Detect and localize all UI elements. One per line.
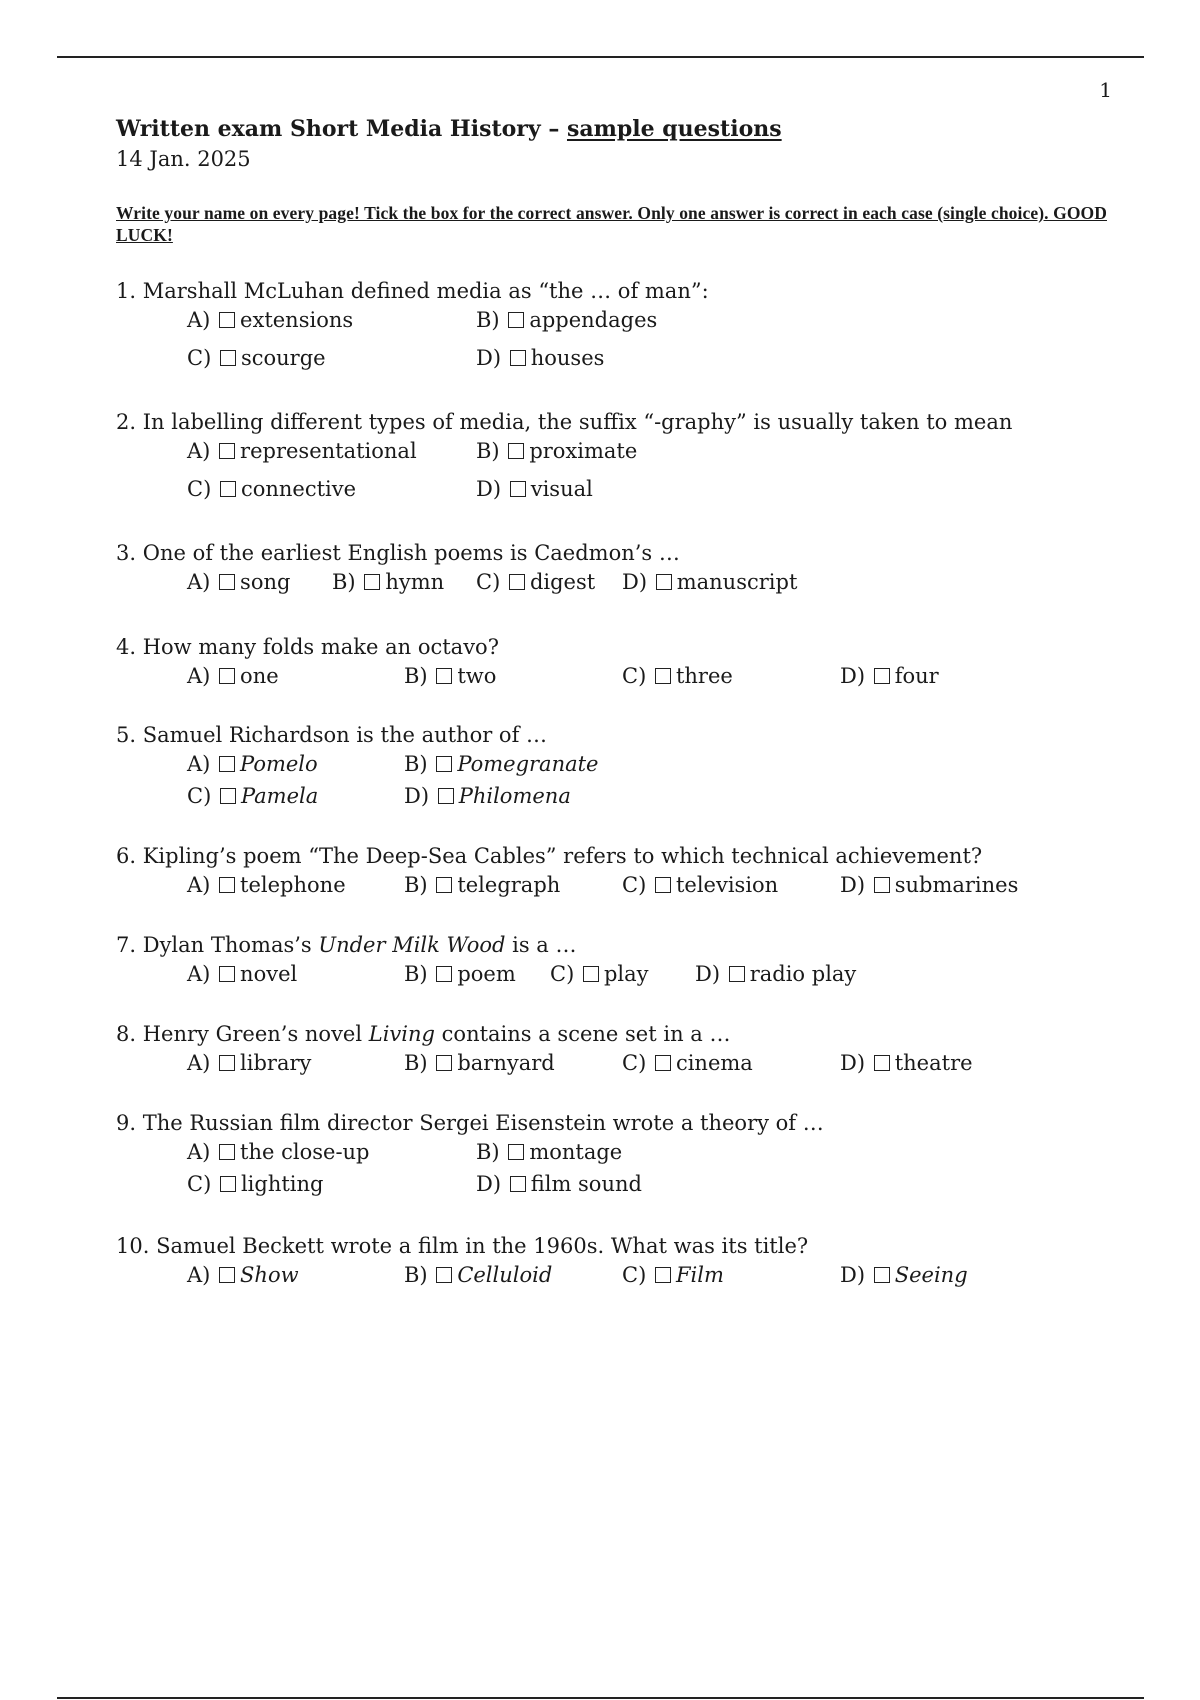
checkbox[interactable] [219, 1144, 235, 1160]
checkbox[interactable] [436, 877, 452, 893]
checkbox[interactable] [583, 966, 599, 982]
question-8 [116, 1021, 1136, 1079]
option-a[interactable]: A) telephone [187, 873, 346, 897]
checkbox[interactable] [219, 574, 235, 590]
checkbox[interactable] [655, 1055, 671, 1071]
question-text: 9. The Russian film director Sergei Eisenstein wrote a theory of … [116, 1111, 824, 1135]
option-c[interactable]: C) digest [476, 570, 596, 594]
title-prefix: Written exam Short Media History – [116, 116, 567, 142]
option-b[interactable]: B) montage [476, 1140, 623, 1164]
checkbox[interactable] [436, 1267, 452, 1283]
checkbox[interactable] [219, 443, 235, 459]
checkbox[interactable] [510, 350, 526, 366]
option-a[interactable]: A) one [187, 664, 279, 688]
checkbox[interactable] [729, 966, 745, 982]
option-c[interactable]: C) lighting [187, 1172, 324, 1196]
option-b[interactable]: B) hymn [332, 570, 445, 594]
checkbox[interactable] [508, 1144, 524, 1160]
option-b[interactable]: B) proximate [476, 439, 638, 463]
instructions: Write your name on every page! Tick the box for the correct answer. Only one answer is correct in each case (single choice). GOOD LUCK! [116, 203, 1107, 245]
checkbox[interactable] [219, 1267, 235, 1283]
checkbox[interactable] [220, 1176, 236, 1192]
checkbox[interactable] [436, 1055, 452, 1071]
option-a[interactable]: A) extensions [187, 308, 354, 332]
option-d[interactable]: D) Philomena [404, 784, 571, 808]
checkbox[interactable] [219, 966, 235, 982]
exam-date: 14 Jan. 2025 [116, 147, 251, 171]
checkbox[interactable] [219, 668, 235, 684]
option-d[interactable]: D) submarines [840, 873, 1019, 897]
question-2 [116, 409, 1136, 505]
checkbox[interactable] [510, 1176, 526, 1192]
checkbox[interactable] [219, 877, 235, 893]
option-d[interactable]: D) film sound [476, 1172, 642, 1196]
option-a[interactable]: A) Pomelo [187, 752, 318, 776]
question-text: 3. One of the earliest English poems is Caedmon’s … [116, 541, 680, 565]
option-d[interactable]: D) manuscript [622, 570, 798, 594]
top-rule [57, 56, 1144, 58]
checkbox[interactable] [219, 756, 235, 772]
option-c[interactable]: C) connective [187, 477, 357, 501]
checkbox[interactable] [220, 350, 236, 366]
page-number: 1 [1099, 78, 1112, 102]
question-1 [116, 278, 1136, 374]
checkbox[interactable] [655, 668, 671, 684]
option-c[interactable]: C) Film [622, 1263, 724, 1287]
checkbox[interactable] [874, 877, 890, 893]
title-underlined: sample questions [566, 116, 782, 142]
checkbox[interactable] [874, 1055, 890, 1071]
option-d[interactable]: D) Seeing [840, 1263, 968, 1287]
checkbox[interactable] [220, 481, 236, 497]
option-b[interactable]: B) two [404, 664, 497, 688]
question-6 [116, 843, 1136, 901]
checkbox[interactable] [219, 312, 235, 328]
checkbox[interactable] [436, 756, 452, 772]
option-a[interactable]: A) the close-up [187, 1140, 370, 1164]
checkbox[interactable] [438, 788, 454, 804]
question-3 [116, 540, 1136, 598]
option-b[interactable]: B) appendages [476, 308, 658, 332]
option-d[interactable]: D) houses [476, 346, 605, 370]
exam-header [116, 116, 782, 171]
option-c[interactable]: C) three [622, 664, 733, 688]
checkbox[interactable] [655, 877, 671, 893]
question-text: 10. Samuel Beckett wrote a film in the 1960s. What was its title? [116, 1234, 809, 1258]
question-text: 4. How many folds make an octavo? [116, 635, 499, 659]
option-a[interactable]: A) novel [187, 962, 298, 986]
option-d[interactable]: D) visual [476, 477, 593, 501]
checkbox[interactable] [510, 481, 526, 497]
checkbox[interactable] [655, 1267, 671, 1283]
option-a[interactable]: A) song [187, 570, 291, 594]
option-b[interactable]: B) telegraph [404, 873, 561, 897]
question-text: 5. Samuel Richardson is the author of … [116, 723, 548, 747]
option-b[interactable]: B) barnyard [404, 1051, 555, 1075]
question-text: 6. Kipling’s poem “The Deep-Sea Cables” refers to which technical achievement? [116, 844, 983, 868]
checkbox[interactable] [874, 1267, 890, 1283]
question-text: 7. Dylan Thomas’s Under Milk Wood is a … [116, 933, 577, 957]
checkbox[interactable] [220, 788, 236, 804]
option-b[interactable]: B) poem [404, 962, 516, 986]
question-9 [116, 1110, 1136, 1200]
bottom-rule [57, 1697, 1144, 1699]
checkbox[interactable] [656, 574, 672, 590]
option-d[interactable]: D) theatre [840, 1051, 973, 1075]
option-a[interactable]: A) representational [187, 439, 417, 463]
option-c[interactable]: C) Pamela [187, 784, 319, 808]
checkbox[interactable] [509, 574, 525, 590]
question-text: 8. Henry Green’s novel Living contains a scene set in a … [116, 1022, 731, 1046]
question-7 [116, 932, 1136, 990]
question-10 [116, 1233, 1136, 1291]
option-a[interactable]: A) library [187, 1051, 312, 1075]
option-c[interactable]: C) play [550, 962, 649, 986]
exam-title [116, 116, 782, 142]
option-c[interactable]: C) scourge [187, 346, 326, 370]
option-c[interactable]: C) television [622, 873, 779, 897]
checkbox[interactable] [436, 668, 452, 684]
question-text: 2. In labelling different types of media, the suffix “-graphy” is usually taken to mean [116, 410, 1013, 434]
option-c[interactable]: C) cinema [622, 1051, 753, 1075]
checkbox[interactable] [508, 443, 524, 459]
question-5 [116, 722, 1136, 812]
checkbox[interactable] [364, 574, 380, 590]
checkbox[interactable] [508, 312, 524, 328]
checkbox[interactable] [219, 1055, 235, 1071]
question-4 [116, 634, 1136, 692]
option-b[interactable]: B) Pomegranate [404, 752, 599, 776]
option-b[interactable]: B) Celluloid [404, 1263, 553, 1287]
option-d[interactable]: D) four [840, 664, 939, 688]
option-d[interactable]: D) radio play [695, 962, 857, 986]
checkbox[interactable] [874, 668, 890, 684]
checkbox[interactable] [436, 966, 452, 982]
question-text: 1. Marshall McLuhan defined media as “the … of man”: [116, 279, 709, 303]
option-a[interactable]: A) Show [187, 1263, 299, 1287]
